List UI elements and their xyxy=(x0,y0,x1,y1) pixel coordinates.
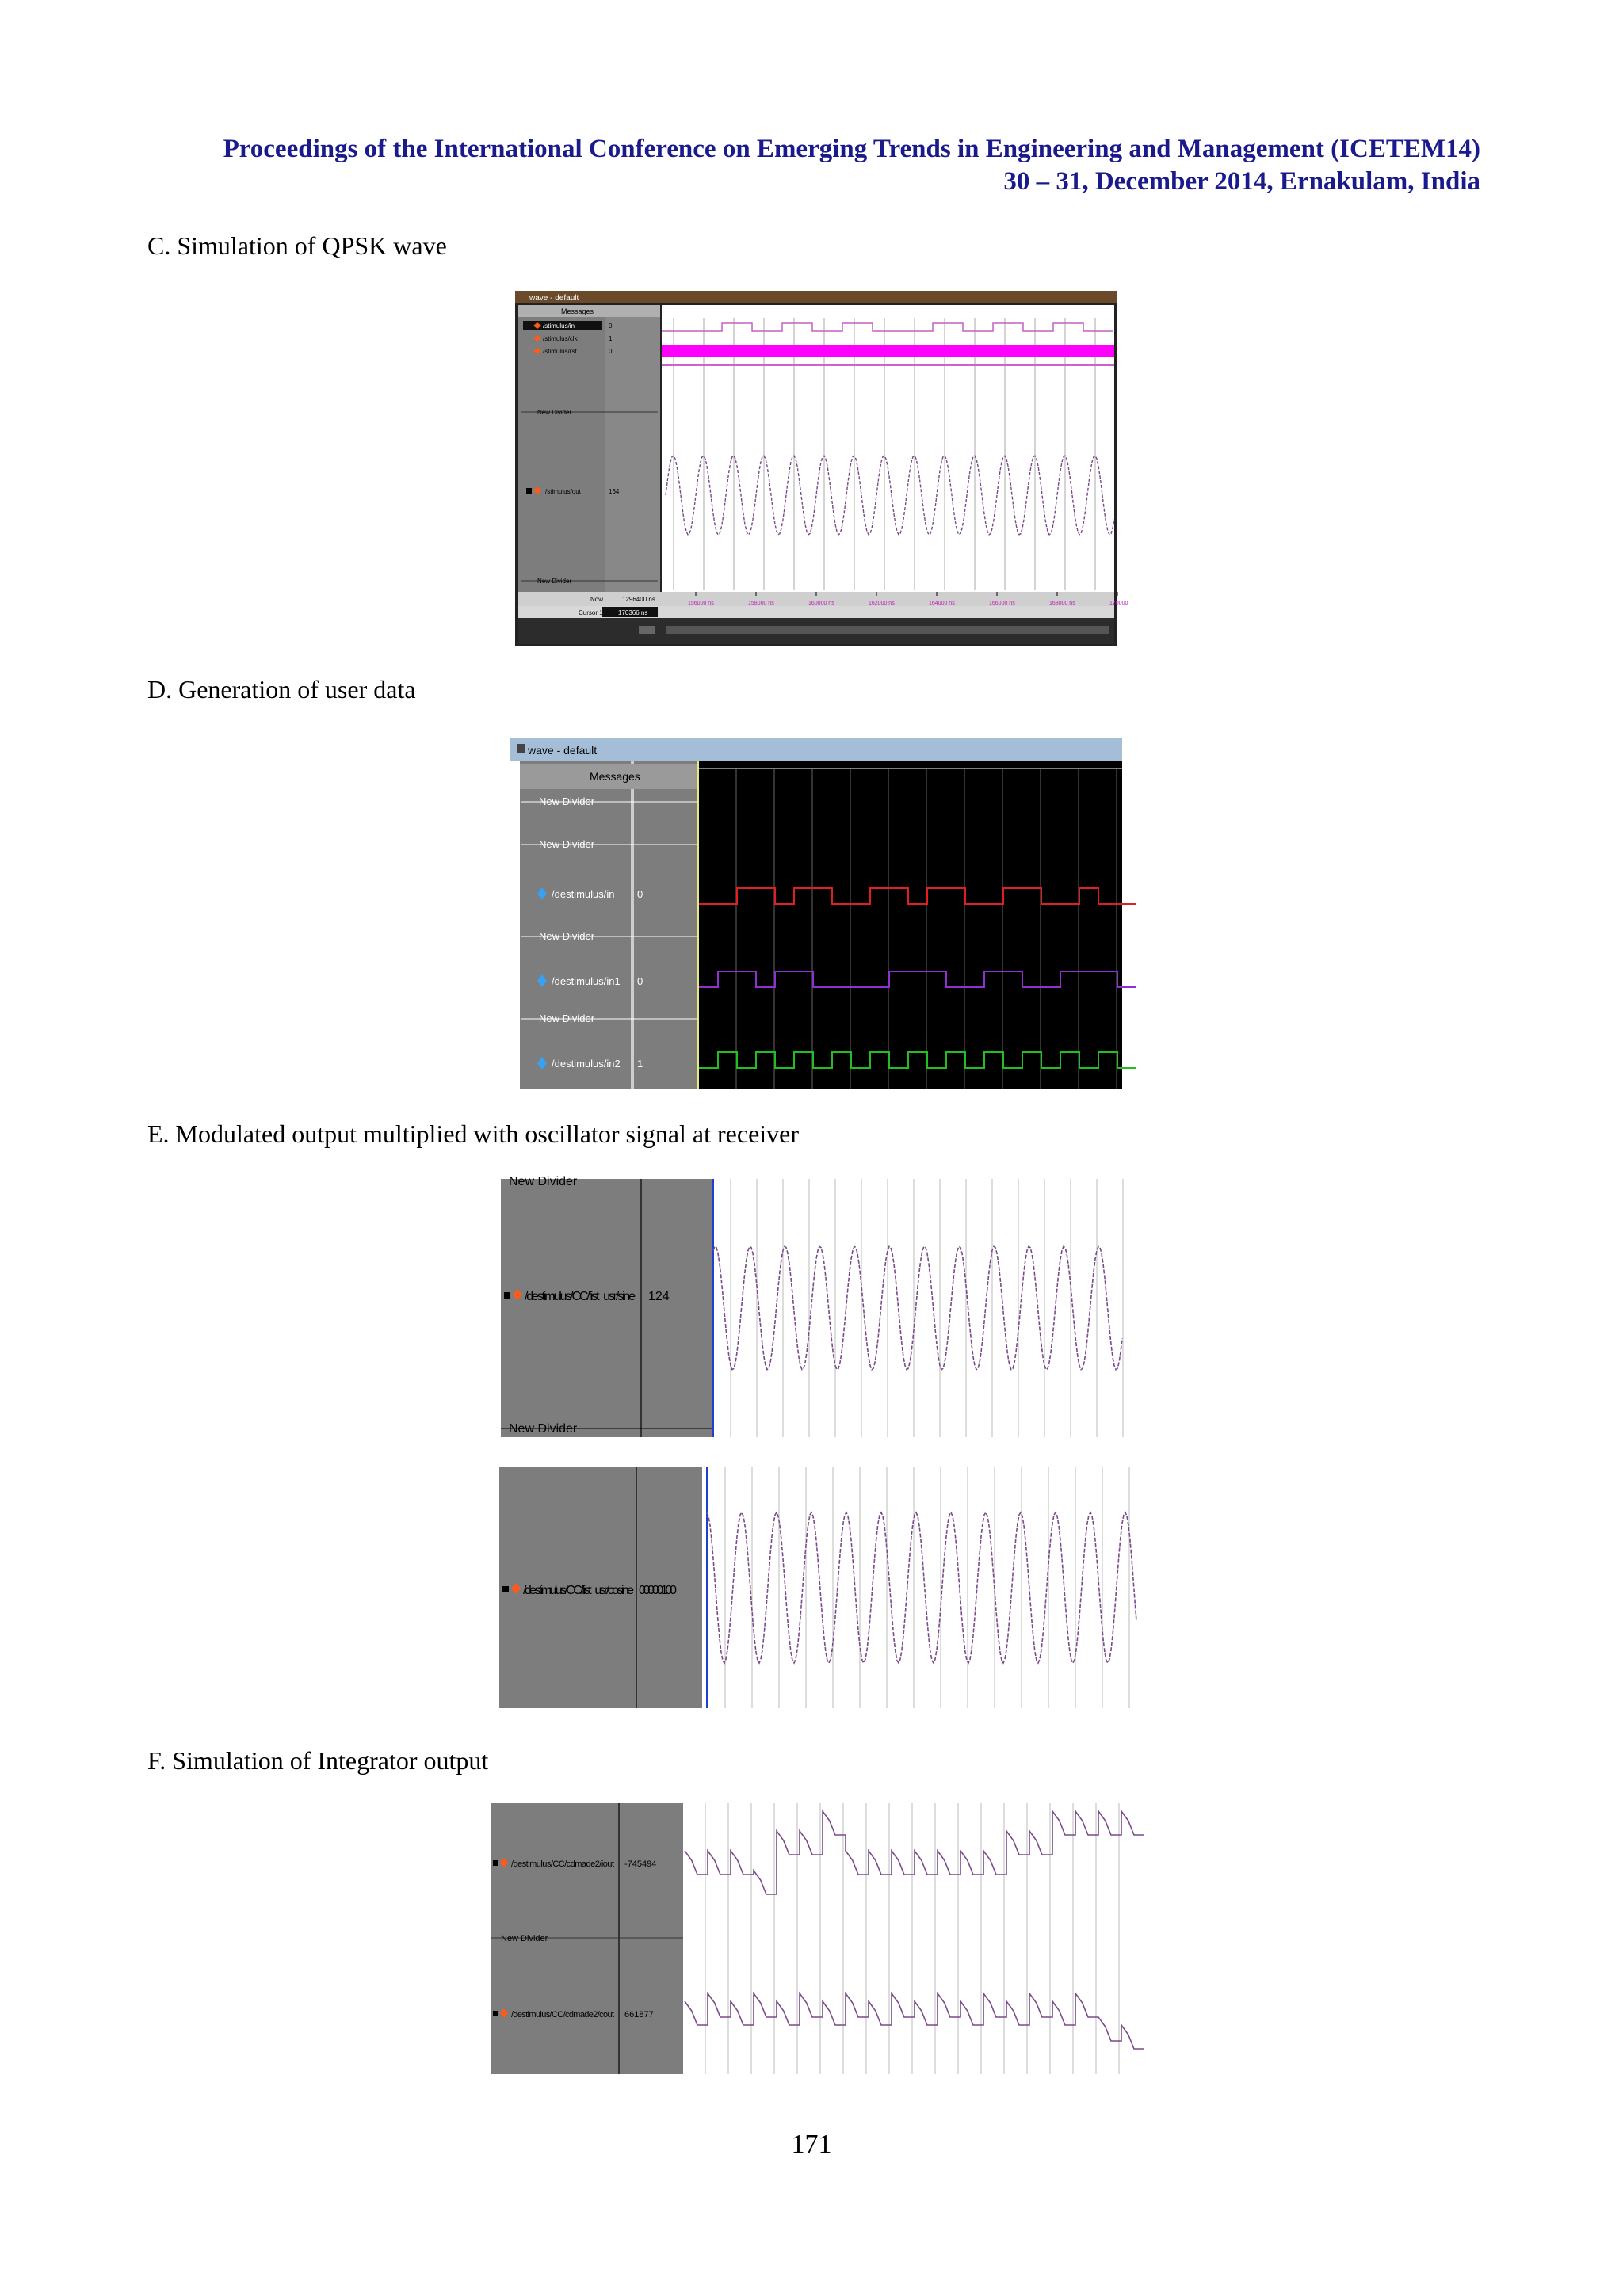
section-d-heading: D. Generation of user data xyxy=(147,675,416,704)
figure-multiplied-sine xyxy=(501,1175,1127,1440)
fig-c-signal-clk: /stimulus/clk xyxy=(543,335,578,342)
page-number: 171 xyxy=(791,2130,832,2159)
fig-d-signal-value: 0 xyxy=(637,888,643,900)
fig-d-signal-label: /destimulus/in2 xyxy=(552,1058,621,1070)
fig-f-divider: New Divider xyxy=(501,1934,548,1943)
fig-e-sine-signal: /destimulus/CC/fist_usr/sine xyxy=(525,1290,636,1303)
fig-d-signal-value: 1 xyxy=(637,1058,643,1070)
fig-c-divider-1: New Divider xyxy=(537,409,572,416)
fig-c-time-label: 170000 xyxy=(1109,601,1128,606)
fig-d-signal-label: /destimulus/in1 xyxy=(552,975,621,987)
fig-c-value-clk: 1 xyxy=(609,335,613,342)
fig-d-signal-value: 0 xyxy=(637,975,643,987)
fig-e1-divider-top: New Divider xyxy=(509,1175,578,1188)
fig-f-cout-value: 661877 xyxy=(624,2010,654,2019)
fig-c-time-label: 156000 ns xyxy=(688,601,714,606)
fig-c-messages-label: Messages xyxy=(561,307,594,315)
fig-d-divider-label: New Divider xyxy=(539,930,595,942)
fig-c-time-label: 168000 ns xyxy=(1049,601,1075,606)
fig-c-cursor-label: Cursor 1 xyxy=(579,609,603,616)
fig-c-signal-rst: /stimulus/rst xyxy=(543,348,577,355)
fig-c-time-label: 160000 ns xyxy=(808,601,834,606)
fig-d-divider-label: New Divider xyxy=(539,1013,595,1024)
fig-c-now-label: Now xyxy=(590,596,604,603)
fig-d-window-title: wave - default xyxy=(528,744,598,757)
fig-c-time-label: 164000 ns xyxy=(929,601,955,606)
fig-c-out-value: 164 xyxy=(609,488,620,495)
section-e-heading: E. Modulated output multiplied with oscillator signal at receiver xyxy=(147,1119,800,1148)
figure-user-data xyxy=(510,737,1122,1089)
fig-f-iout-value: -745494 xyxy=(624,1859,657,1869)
fig-c-divider-2: New Divider xyxy=(537,578,572,585)
fig-f-iout-signal: /destimulus/CC/cdmade2/iout xyxy=(511,1859,614,1869)
fig-c-out-signal: /stimulus/out xyxy=(545,488,581,495)
fig-d-messages-label: Messages xyxy=(590,770,640,783)
header-line-2: 30 – 31, December 2014, Ernakulam, India xyxy=(1003,167,1480,196)
figure-integrator-output xyxy=(491,1803,1141,2077)
fig-e-cosine-value: 00000100 xyxy=(639,1584,677,1597)
fig-c-window-title: wave - default xyxy=(529,294,579,303)
fig-e1-divider-bottom: New Divider xyxy=(509,1422,578,1436)
fig-c-time-label: 158000 ns xyxy=(748,601,774,606)
fig-d-divider-label: New Divider xyxy=(539,795,595,807)
fig-f-cout-signal: /destimulus/CC/cdmade2/cout xyxy=(511,2010,614,2019)
fig-e-cosine-signal: /destimulus/CC/fist_usr/cosine xyxy=(523,1584,634,1597)
fig-c-cursor-value: 170366 ns xyxy=(618,609,648,616)
header-line-1: Proceedings of the International Conference on Emerging Trends in Engineering and Management (ICETEM14) xyxy=(223,135,1480,163)
fig-c-value-rst: 0 xyxy=(609,348,613,355)
fig-c-time-label: 162000 ns xyxy=(869,601,895,606)
fig-d-divider-label: New Divider xyxy=(539,838,595,850)
proceedings-header xyxy=(223,133,1480,198)
fig-c-value-in: 0 xyxy=(609,322,613,330)
fig-c-now-value: 1296400 ns xyxy=(622,596,655,603)
fig-c-time-label: 166000 ns xyxy=(989,601,1015,606)
fig-c-signal-in: /stimulus/in xyxy=(543,322,575,330)
figure-qpsk-wave xyxy=(515,291,1128,646)
fig-d-signal-label: /destimulus/in xyxy=(552,888,615,900)
section-f-heading: F. Simulation of Integrator output xyxy=(147,1746,489,1775)
section-c-heading: C. Simulation of QPSK wave xyxy=(147,231,447,260)
figure-multiplied-cosine xyxy=(499,1467,1141,1711)
fig-e-sine-value: 124 xyxy=(648,1290,670,1303)
